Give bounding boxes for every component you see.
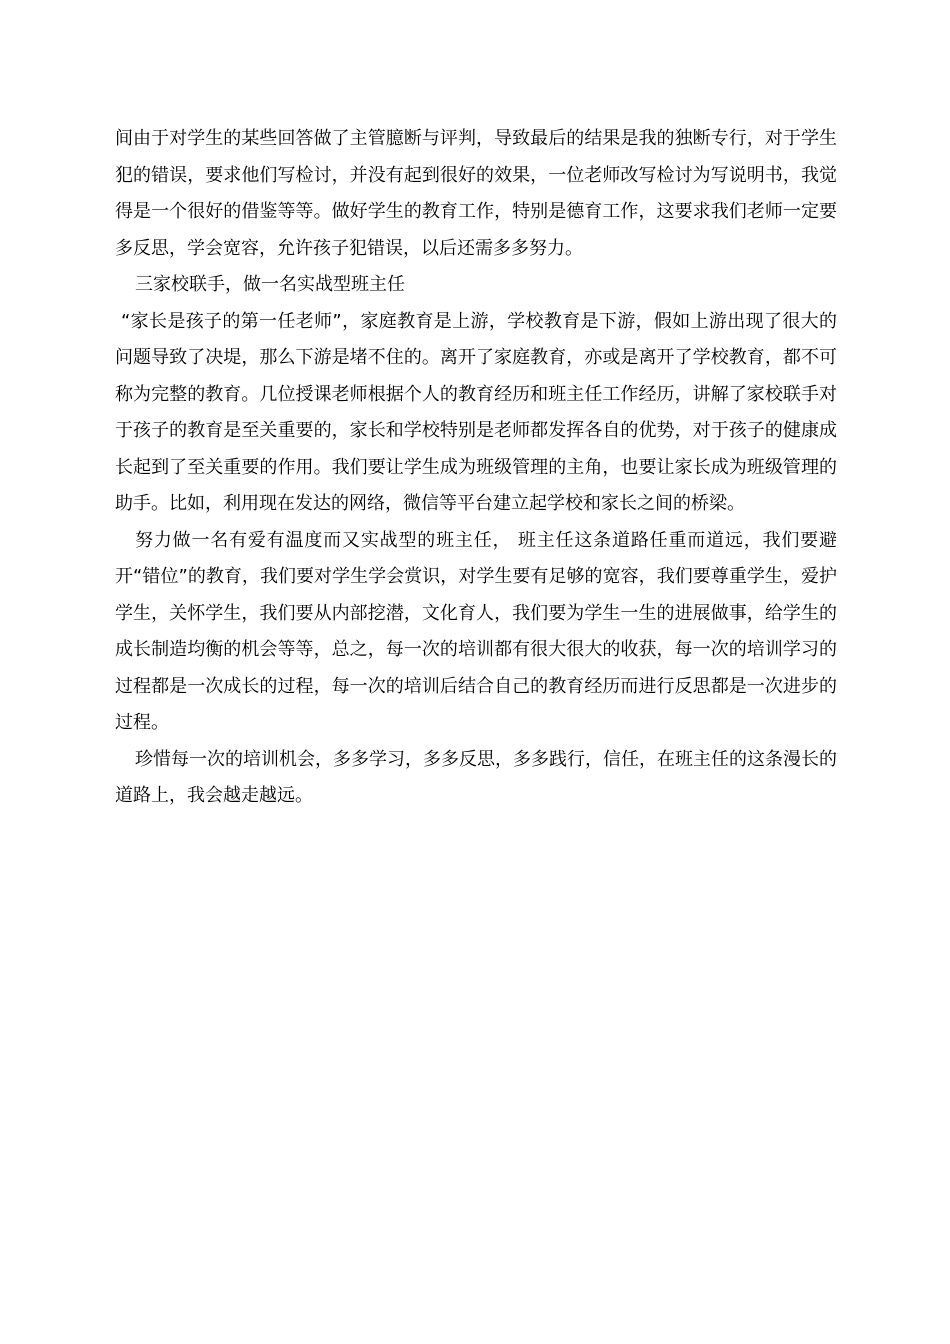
paragraph-practical-teacher: 努力做一名有爱有温度而又实战型的班主任， 班主任这条道路任重而道远，我们要避开“错位”的教育，我们要对学生学会赏识，对学生要有足够的宽容，我们要尊重学生，爱护学生，关怀学生，我们要从内部挖潜，文化育人，我们要为学生一生的进展做事，给学生的成长制造均衡的机会等等，总之，每一次的培训都有很大很大的收获，每一次的培训学习的过程都是一次成长的过程，每一次的培训后结合自己的教育经历而进行反思都是一次进步的过程。 (115, 529, 837, 733)
paragraph-home-school: “家长是孩子的第一任老师”，家庭教育是上游，学校教育是下游，假如上游出现了很大的问题导致了决堤，那么下游是堵不住的。离开了家庭教育，亦或是离开了学校教育，都不可称为完整的教育。几位授课老师根据个人的教育经历和班主任工作经历，讲解了家校联手对于孩子的教育是至关重要的，家长和学校特别是老师都发挥各自的优势，对于孩子的健康成长起到了至关重要的作用。我们要让学生成为班级管理的主角，也要让家长成为班级管理的助手。比如，利用现在发达的网络，微信等平台建立起学校和家长之间的桥梁。 (115, 310, 837, 514)
section-heading: 三家校联手，做一名实战型班主任 (135, 274, 405, 295)
paragraph-conclusion: 珍惜每一次的培训机会，多多学习，多多反思，多多践行，信任，在班主任的这条漫长的道路上，我会越走越远。 (115, 748, 837, 806)
document-body (115, 121, 837, 815)
paragraph-continuation: 间由于对学生的某些回答做了主管臆断与评判，导致最后的结果是我的独断专行，对于学生犯的错误，要求他们写检讨，并没有起到很好的效果，一位老师改写检讨为写说明书，我觉得是一个很好的借鉴等等。做好学生的教育工作，特别是德育工作，这要求我们老师一定要多反思，学会宽容，允许孩子犯错误，以后还需多多努力。 (115, 128, 837, 259)
